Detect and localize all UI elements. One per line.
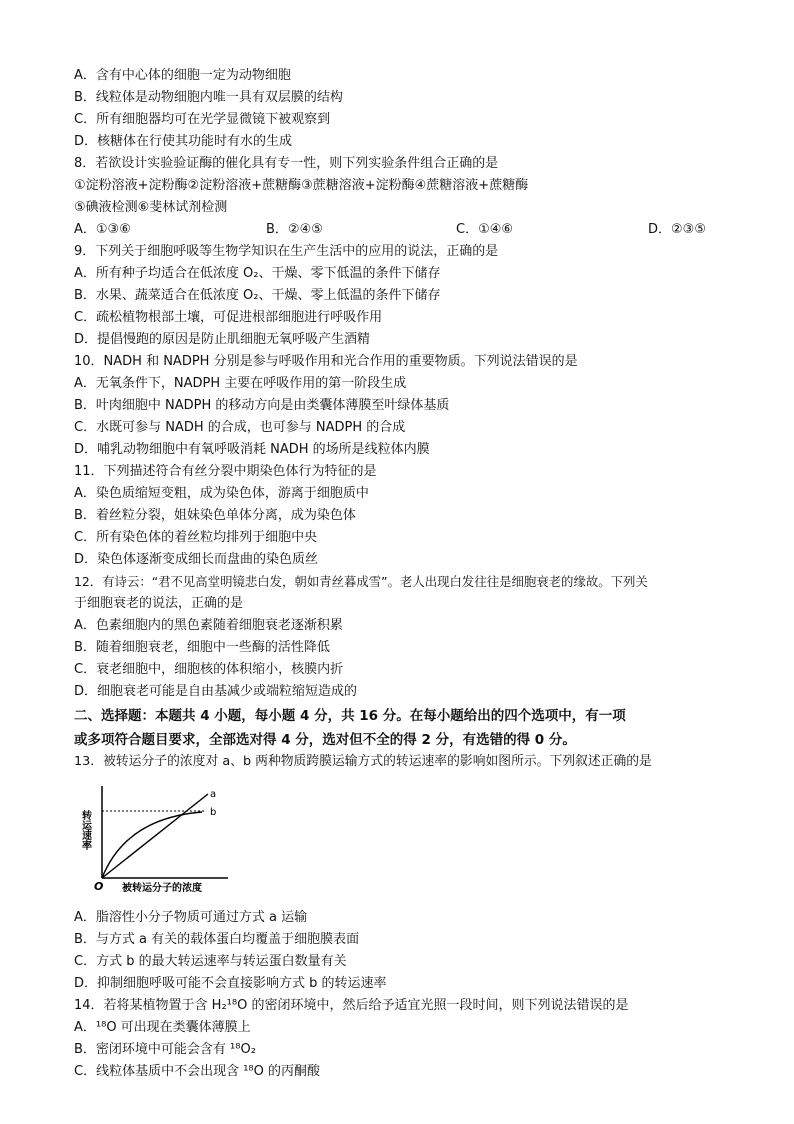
q13-stem: 13．被转运分子的浓度对 a、b 两种物质跨膜运输方式的转运速率的影响如图所示。下列叙述正确的是	[74, 754, 652, 769]
q14-option-b: B．密闭环境中可能会含有 ¹⁸O₂	[74, 1042, 256, 1057]
q7-option-b: B．线粒体是动物细胞内唯一具有双层膜的结构	[74, 90, 343, 105]
series-b-label: b	[210, 807, 217, 818]
q11-stem: 11．下列描述符合有丝分裂中期染色体行为特征的是	[74, 464, 377, 479]
x-axis-label: 被转运分子的浓度	[122, 883, 202, 894]
q12-stem: 12．有诗云：“君不见高堂明镜悲白发，朝如青丝暮成雪”。老人出现白发往往是细胞衰老的缘故。下列关	[74, 574, 648, 589]
q13-option-a: A．脂溶性小分子物质可通过方式 a 运输	[74, 910, 308, 925]
q8-option-b: B．②④⑤	[266, 222, 323, 237]
q12-option-d: D．细胞衰老可能是自由基减少或端粒缩短造成的	[74, 684, 358, 699]
y-axis-label: 转运速率	[79, 810, 91, 850]
q8-conditions: ①淀粉溶液+淀粉酶②淀粉溶液+蔗糖酶③蔗糖溶液+淀粉酶④蔗糖溶液+蔗糖酶	[74, 178, 529, 193]
q12-option-b: B．随着细胞衰老，细胞中一些酶的活性降低	[74, 640, 330, 655]
q8-option-c: C．①④⑥	[456, 222, 514, 237]
q7-option-d: D．核糖体在行使其功能时有水的生成	[74, 134, 293, 149]
q10-option-d: D．哺乳动物细胞中有氧呼吸消耗 NADH 的场所是线粒体内膜	[74, 442, 430, 457]
q14-option-a: A．¹⁸O 可出现在类囊体薄膜上	[74, 1020, 251, 1035]
series-a-line	[102, 794, 208, 878]
q9-option-b: B．水果、蔬菜适合在低浓度 O₂、干燥、零上低温的条件下储存	[74, 288, 441, 303]
origin-label: O	[94, 880, 104, 893]
q13-option-c: C．方式 b 的最大转运速率与转运蛋白数量有关	[74, 954, 347, 969]
q9-option-c: C．疏松植物根部土壤，可促进根部细胞进行呼吸作用	[74, 310, 383, 325]
q12-option-c: C．衰老细胞中，细胞核的体积缩小，核膜内折	[74, 662, 344, 677]
q9-option-d: D．提倡慢跑的原因是防止肌细胞无氧呼吸产生酒精	[74, 332, 371, 347]
q10-option-c: C．水既可参与 NADH 的合成，也可参与 NADPH 的合成	[74, 420, 406, 435]
q12-option-a: A．色素细胞内的黑色素随着细胞衰老逐渐积累	[74, 618, 343, 633]
series-b-curve	[102, 812, 202, 878]
q8-conditions-2: ⑤碘液检测⑥斐林试剂检测	[74, 200, 228, 215]
q7-option-c: C．所有细胞器均可在光学显微镜下被观察到	[74, 112, 331, 127]
q8-stem: 8．若欲设计实验验证酶的催化具有专一性，则下列实验条件组合正确的是	[74, 156, 499, 171]
q10-option-b: B．叶肉细胞中 NADPH 的移动方向是由类囊体薄膜至叶绿体基质	[74, 398, 450, 413]
q11-option-a: A．染色质缩短变粗，成为染色体，游离于细胞质中	[74, 486, 369, 501]
q11-option-b: B．着丝粒分裂，姐妹染色单体分离，成为染色体	[74, 508, 356, 523]
q14-stem: 14．若将某植物置于含 H₂¹⁸O 的密闭环境中，然后给予适宜光照一段时间，则下列说法错误的是	[74, 998, 629, 1013]
transport-rate-chart	[79, 782, 232, 898]
q11-option-d: D．染色体逐渐变成细长而盘曲的染色质丝	[74, 552, 319, 567]
q7-option-a: A．含有中心体的细胞一定为动物细胞	[74, 68, 291, 83]
q8-option-d: D．②③⑤	[648, 222, 706, 237]
section-2-heading: 二、选择题：本题共 4 小题，每小题 4 分，共 16 分。在每小题给出的四个选项中，有一项	[74, 708, 626, 724]
q12-stem-2: 于细胞衰老的说法，正确的是	[74, 596, 244, 611]
q9-option-a: A．所有种子均适合在低浓度 O₂、干燥、零下低温的条件下储存	[74, 266, 441, 281]
q13-option-d: D．抑制细胞呼吸可能不会直接影响方式 b 的转运速率	[74, 976, 387, 991]
q14-option-c: C．线粒体基质中不会出现含 ¹⁸O 的丙酮酸	[74, 1064, 320, 1079]
section-2-heading-2: 或多项符合题目要求，全部选对得 4 分，选对但不全的得 2 分，有选错的得 0 分。	[74, 732, 576, 748]
q8-option-a: A．①③⑥	[74, 222, 131, 237]
q11-option-c: C．所有染色体的着丝粒均排列于细胞中央	[74, 530, 318, 545]
q9-stem: 9．下列关于细胞呼吸等生物学知识在生产生活中的应用的说法，正确的是	[74, 244, 499, 259]
q13-option-b: B．与方式 a 有关的载体蛋白均覆盖于细胞膜表面	[74, 932, 360, 947]
series-a-label: a	[210, 789, 217, 800]
q10-stem: 10．NADH 和 NADPH 分别是参与呼吸作用和光合作用的重要物质。下列说法错误的是	[74, 354, 578, 369]
q10-option-a: A．无氧条件下，NADPH 主要在呼吸作用的第一阶段生成	[74, 376, 407, 391]
